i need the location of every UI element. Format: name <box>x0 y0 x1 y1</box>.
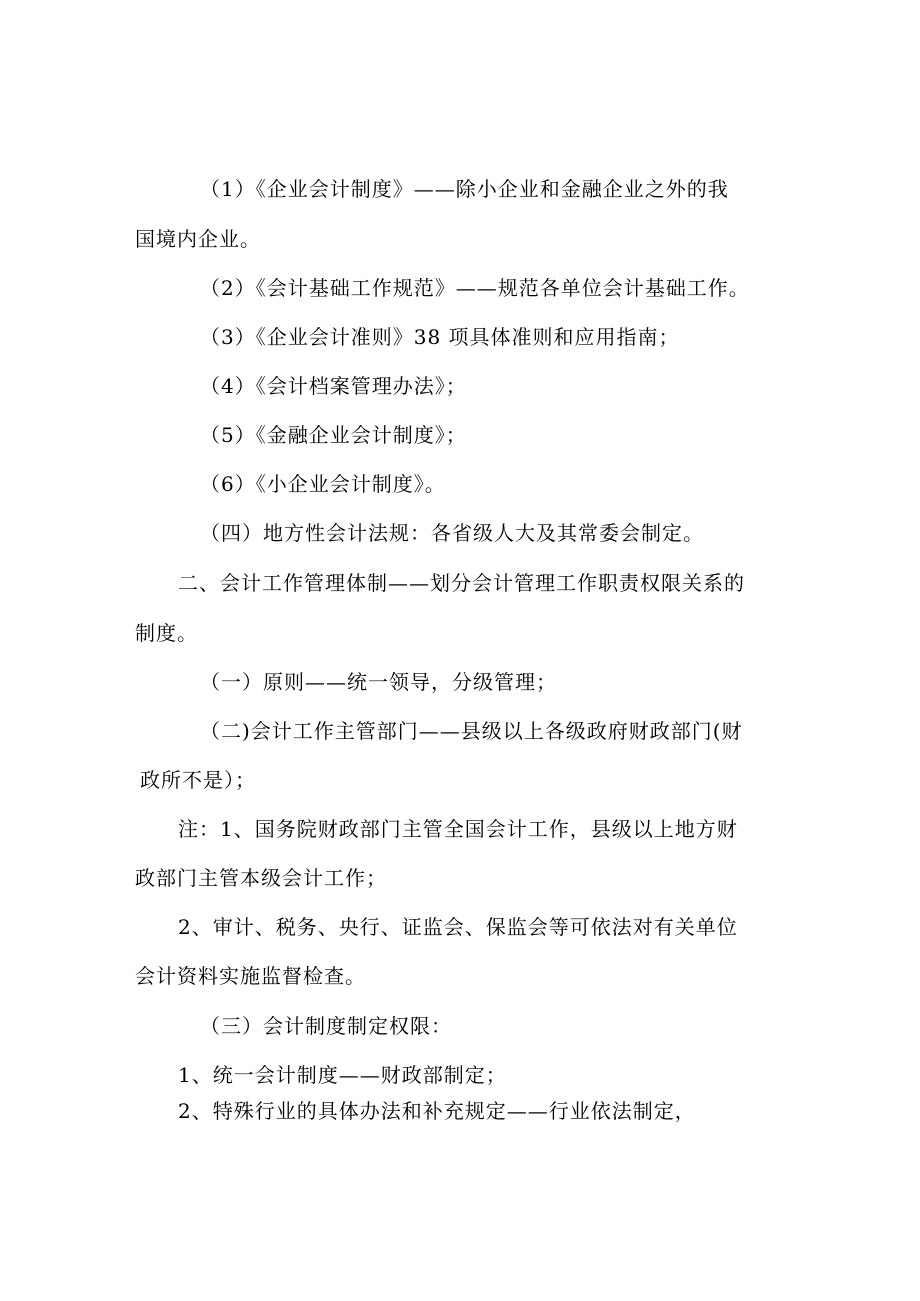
text-line: 会计资料实施监督检查。 <box>135 964 366 988</box>
text-line: （四）地方性会计法规：各省级人大及其常委会制定。 <box>200 521 704 545</box>
text-line: 政所不是）； <box>140 768 256 792</box>
text-line: 2、特殊行业的具体办法和补充规定——行业依法制定， <box>178 1099 696 1123</box>
text-line: 注：1、国务院财政部门主管全国会计工作，县级以上地方财 <box>178 817 738 841</box>
text-line: 二、会计工作管理体制——划分会计管理工作职责权限关系的 <box>178 571 745 595</box>
text-line: （6）《小企业会计制度》。 <box>200 472 446 496</box>
text-line: 2、审计、税务、央行、证监会、保监会等可依法对有关单位 <box>178 915 738 939</box>
text-line: 制度。 <box>135 621 198 645</box>
text-line: （5）《金融企业会计制度》； <box>200 423 467 447</box>
text-line: （2）《会计基础工作规范》——规范各单位会计基础工作。 <box>200 276 750 300</box>
text-line: 1、统一会计制度——财政部制定； <box>178 1063 507 1087</box>
text-line: （二)会计工作主管部门——县级以上各级政府财政部门(财 <box>200 719 743 743</box>
text-line: （1）《企业会计制度》——除小企业和金融企业之外的我 <box>200 177 729 201</box>
text-line: （三）会计制度制定权限： <box>200 1014 452 1038</box>
text-line: （3）《企业会计准则》38 项具体准则和应用指南； <box>200 325 680 349</box>
text-line: 国境内企业。 <box>135 227 261 251</box>
text-line: 政部门主管本级会计工作； <box>135 866 387 890</box>
text-line: （4）《会计档案管理办法》； <box>200 374 467 398</box>
text-line: （一）原则——统一领导，分级管理； <box>200 670 557 694</box>
